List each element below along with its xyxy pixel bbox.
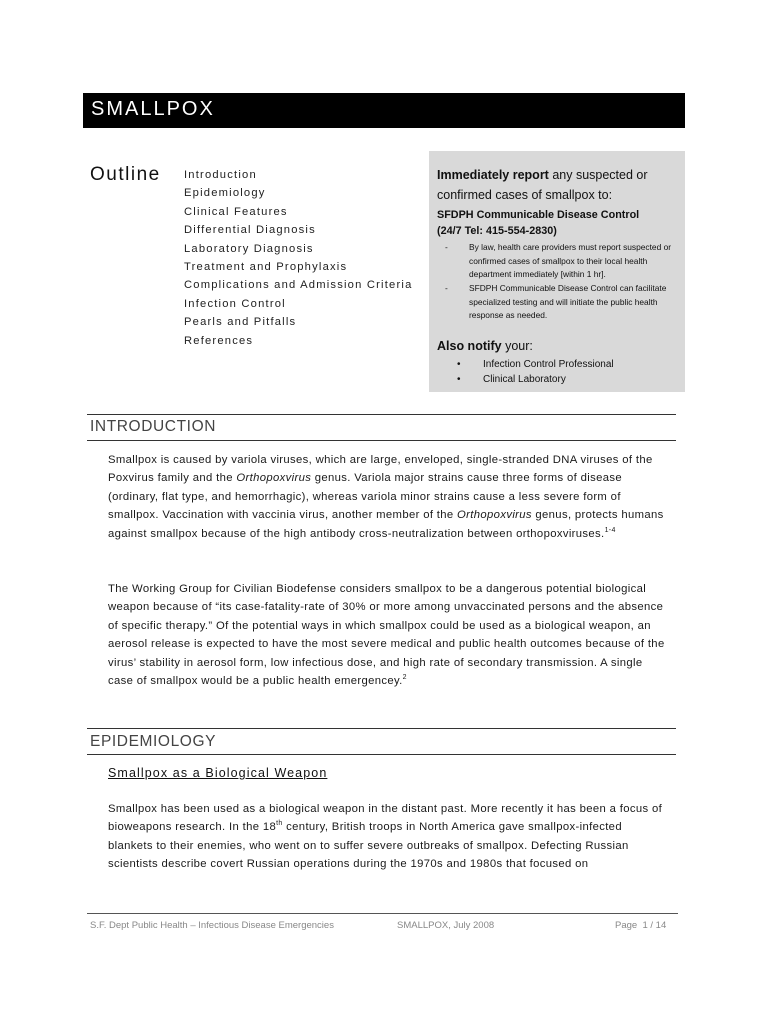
- also-notify-rest: your:: [501, 339, 533, 353]
- genus-name: Orthopoxvirus: [457, 509, 532, 522]
- report-org: SFDPH Communicable Disease Control: [437, 209, 640, 221]
- outline-item-clinical-features[interactable]: Clinical Features: [184, 205, 288, 218]
- genus-name: Orthopoxvirus: [236, 472, 312, 485]
- footer-rule: [87, 913, 678, 914]
- epidemiology-paragraph-1: [108, 800, 668, 874]
- bullet-icon: •: [457, 374, 461, 385]
- page-number: 1: [642, 920, 648, 931]
- page-title: SMALLPOX: [91, 98, 215, 120]
- outline-item-introduction[interactable]: Introduction: [184, 169, 257, 181]
- report-lead: [437, 168, 648, 182]
- text-run: Smallpox has been used as a biological weapon in the distant past. More recently it has been a focus of bioweapons research. In the 18: [108, 803, 663, 834]
- text-run: Smallpox is caused by variola viruses, which are large, enveloped, single-stranded DNA viruses of the Poxvirus family and the: [108, 454, 653, 485]
- notify-item: [457, 359, 614, 370]
- introduction-paragraph-2: [108, 580, 668, 690]
- notify-item-label: Infection Control Professional: [483, 359, 614, 370]
- epidemiology-subheading: Smallpox as a Biological Weapon: [108, 766, 328, 780]
- outline-item-references[interactable]: References: [184, 334, 254, 347]
- outline-item-epidemiology[interactable]: Epidemiology: [184, 187, 266, 200]
- epidemiology-heading: EPIDEMIOLOGY: [90, 733, 217, 750]
- footer-left: S.F. Dept Public Health – Infectious Disease Emergencies: [90, 920, 334, 931]
- title-bar: [83, 93, 685, 128]
- report-box: [429, 151, 685, 392]
- bullet-icon: •: [457, 359, 461, 370]
- epidemiology-rule-top: [87, 728, 676, 729]
- notify-item-label: Clinical Laboratory: [483, 374, 566, 385]
- outline-item-treatment-prophylaxis[interactable]: Treatment and Prophylaxis: [184, 261, 348, 274]
- outline-item-pearls-pitfalls[interactable]: Pearls and Pitfalls: [184, 316, 297, 329]
- also-notify-bold: Also notify: [437, 339, 502, 353]
- citation-superscript: 2: [402, 674, 407, 682]
- ordinal-superscript: th: [276, 820, 283, 828]
- outline-list: [184, 166, 413, 350]
- introduction-paragraph-1: [108, 451, 668, 543]
- outline-heading: Outline: [90, 164, 161, 185]
- text-run: The Working Group for Civilian Biodefense considers smallpox to be a dangerous potential biological weapon because of “its case-fatality-rate of 30% or more among unvaccinated persons and the absence of specific therapy.” Of the potential ways in which smallpox could be used as a biological weapon, an aerosol release is expected to have the most severe medical and public health outcomes because of the virus’ stability in aerosol form, low infectious dose, and high rate of secondary transmission. A single case of smallpox would be a public health emergencey.: [108, 583, 665, 688]
- text-run: century, British troops in North America gave smallpox-infected blankets to their enemies, who went on to suffer severe outbreaks of smallpox. Defecting Russian scientists describe covert Russian operations during the 1970s and 1980s that focused on: [108, 821, 629, 871]
- introduction-rule-bottom: [87, 440, 676, 441]
- citation-superscript: 1-4: [604, 526, 616, 534]
- report-lead-rest: any suspected or: [548, 168, 648, 182]
- dash-marker: -: [445, 242, 448, 252]
- text-run: genus. Variola major strains cause three forms of disease (ordinary, flat type, and hemorrhagic), whereas variola minor strains cause a less severe form of smallpox. Vaccination with vaccinia virus, another member of the: [108, 472, 623, 522]
- outline-item-differential-diagnosis[interactable]: Differential Diagnosis: [184, 224, 316, 237]
- outline-item-laboratory-diagnosis[interactable]: Laboratory Diagnosis: [184, 242, 314, 255]
- text-run: genus, protects humans against smallpox because of the high antibody cross-neutralization between orthopoxviruses.: [108, 509, 664, 540]
- dash-marker: -: [445, 283, 448, 293]
- report-dash-item: [445, 241, 677, 282]
- footer-page: [615, 920, 666, 931]
- outline-item-infection-control[interactable]: Infection Control: [184, 297, 286, 310]
- introduction-heading: INTRODUCTION: [90, 418, 217, 435]
- report-dash-text: By law, health care providers must report suspected or confirmed cases of smallpox to their local health department immediately [within 1 hr].: [469, 242, 672, 280]
- report-lead-line2: confirmed cases of smallpox to:: [437, 188, 613, 202]
- outline-item-complications[interactable]: Complications and Admission Criteria: [184, 279, 413, 292]
- report-phone: (24/7 Tel: 415-554-2830): [437, 225, 557, 237]
- footer-center: SMALLPOX, July 2008: [397, 920, 495, 931]
- page-label: Page: [615, 920, 638, 931]
- notify-item: [457, 374, 566, 385]
- also-notify: [437, 339, 533, 353]
- report-dash-text: SFDPH Communicable Disease Control can facilitate specialized testing and will initiate the public health response as needed.: [469, 283, 667, 321]
- epidemiology-rule-bottom: [87, 754, 676, 755]
- report-lead-bold: Immediately report: [437, 168, 549, 182]
- report-dash-item: [445, 282, 677, 323]
- page-total: / 14: [650, 920, 667, 931]
- introduction-rule-top: [87, 414, 676, 415]
